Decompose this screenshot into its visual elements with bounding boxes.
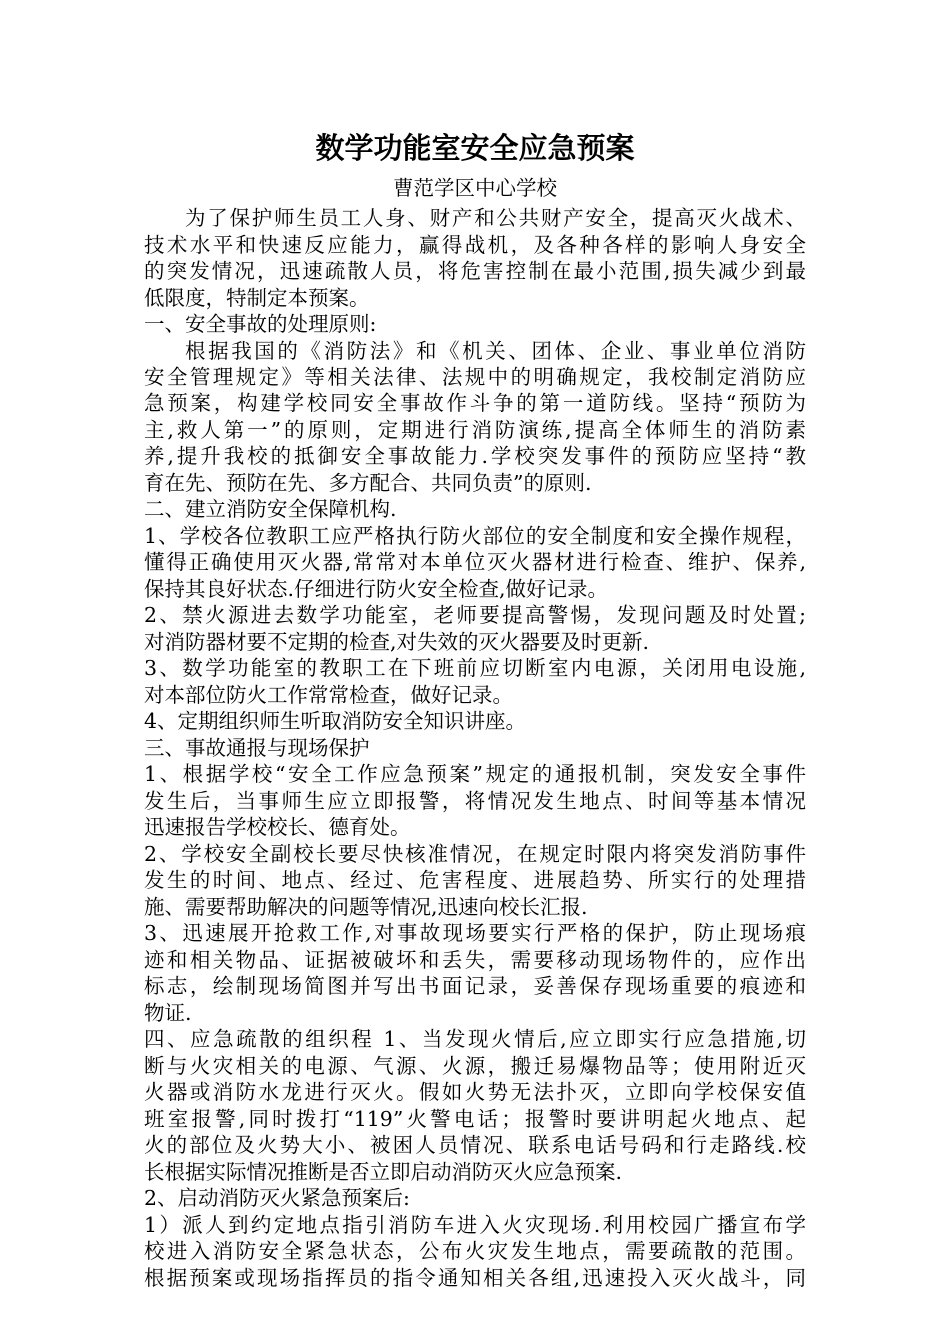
body-line: 3、数学功能室的教职工在下班前应切断室内电源，关闭用电设施,	[144, 656, 806, 680]
body-line: 迅速报告学校校长、德育处。	[144, 815, 411, 839]
body-line: 育在先、预防在先、多方配合、共同负责”的原则.	[144, 471, 592, 495]
body-line: 低限度，特制定本预案。	[144, 286, 370, 310]
body-line: 4、定期组织师生听取消防安全知识讲座。	[144, 709, 527, 733]
body-line: 为了保护师生员工人身、财产和公共财产安全，提高灭火战术、	[185, 206, 806, 230]
body-line: 的突发情况，迅速疏散人员，将危害控制在最小范围,损失减少到最	[144, 259, 806, 283]
body-line: 发生后，当事师生应立即报警，将情况发生地点、时间等基本情况	[144, 789, 806, 813]
body-line: 断与火灾相关的电源、气源、火源，搬迁易爆物品等；使用附近灭	[144, 1054, 806, 1078]
body-line: 1、根据学校“安全工作应急预案”规定的通报机制，突发安全事件	[144, 762, 806, 786]
body-line: 2、启动消防灭火紧急预案后:	[144, 1186, 410, 1210]
document-subtitle: 曹范学区中心学校	[393, 176, 557, 200]
section-heading: 一、安全事故的处理原则:	[144, 312, 377, 336]
body-line: 发生的时间、地点、经过、危害程度、进展趋势、所实行的处理措	[144, 868, 806, 892]
body-line: 标志，绘制现场简图并写出书面记录，妥善保存现场重要的痕迹和	[144, 974, 806, 998]
body-line: 施、需要帮助解决的问题等情况,迅速向校长汇报.	[144, 895, 588, 919]
body-line: 安全管理规定》等相关法律、法规中的明确规定，我校制定消防应	[144, 365, 806, 389]
body-line: 班室报警,同时拨打“119”火警电话；报警时要讲明起火地点、起	[144, 1107, 806, 1131]
body-line: 2、禁火源进去数学功能室，老师要提高警惕，发现问题及时处置;	[144, 603, 806, 627]
body-line: 养,提升我校的抵御安全事故能力.学校突发事件的预防应坚持“教	[144, 444, 806, 468]
body-line: 懂得正确使用灭火器,常常对本单位灭火器材进行检查、维护、保养,	[144, 550, 806, 574]
section-heading: 四、应急疏散的组织程 1、当发现火情后,应立即实行应急措施,切	[144, 1027, 806, 1051]
body-line: 技术水平和快速反应能力，赢得战机，及各种各样的影响人身安全	[144, 233, 806, 257]
section-heading: 二、建立消防安全保障机构.	[144, 497, 397, 521]
body-line: 长根据实际情况推断是否立即启动消防灭火应急预案.	[144, 1160, 623, 1184]
body-line: 物证.	[144, 1001, 192, 1025]
body-line: 校进入消防安全紧急状态，公布火灾发生地点，需要疏散的范围。	[144, 1239, 806, 1263]
body-line: 1、学校各位教职工应严格执行防火部位的安全制度和安全操作规程，	[144, 524, 806, 548]
body-line: 火器或消防水龙进行灭火。假如火势无法扑灭，立即向学校保安值	[144, 1080, 806, 1104]
body-line: 迹和相关物品、证据被破坏和丢失，需要移动现场物件的，应作出	[144, 948, 806, 972]
body-line: 3、迅速展开抢救工作,对事故现场要实行严格的保护，防止现场痕	[144, 921, 806, 945]
body-line: 1）派人到约定地点指引消防车进入火灾现场.利用校园广播宣布学	[144, 1213, 806, 1237]
body-line: 对本部位防火工作常常检查，做好记录。	[144, 683, 513, 707]
body-line: 火的部位及火势大小、被困人员情况、联系电话号码和行走路线.校	[144, 1133, 806, 1157]
body-line: 根据我国的《消防法》和《机关、团体、企业、事业单位消防	[185, 339, 806, 363]
body-line: 急预案，构建学校同安全事故作斗争的第一道防线。坚持“预防为	[144, 391, 806, 415]
section-heading: 三、事故通报与现场保护	[144, 736, 370, 760]
body-line: 保持其良好状态.仔细进行防火安全检查,做好记录。	[144, 577, 609, 601]
document-title: 数学功能室安全应急预案	[315, 131, 635, 165]
body-line: 主,救人第一”的原则，定期进行消防演练,提高全体师生的消防素	[144, 418, 806, 442]
body-line: 对消防器材要不定期的检查,对失效的灭火器要及时更新.	[144, 630, 650, 654]
body-line: 根据预案或现场指挥员的指令通知相关各组,迅速投入灭火战斗，同	[144, 1266, 806, 1290]
body-line: 2、学校安全副校长要尽快核准情况，在规定时限内将突发消防事件	[144, 842, 806, 866]
